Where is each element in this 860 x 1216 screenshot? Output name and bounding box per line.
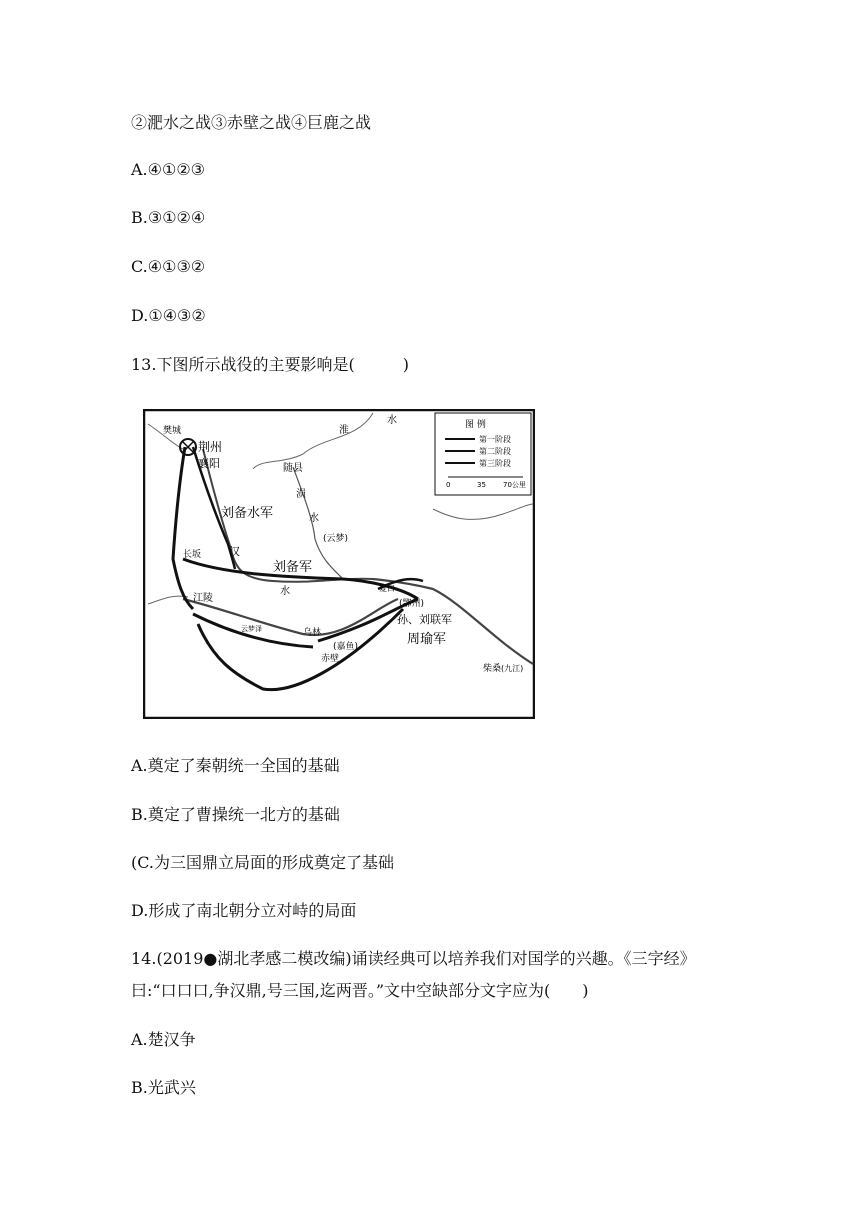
- label-jiayu: (嘉鱼): [333, 642, 359, 652]
- q12-option-b: B.③①②④: [131, 208, 206, 227]
- label-chibi: 赤壁: [321, 654, 340, 664]
- label-han: 汉: [229, 545, 240, 558]
- label-huai: 淮: [339, 425, 349, 436]
- legend-item-3: 第三阶段: [479, 459, 511, 468]
- label-shui-top: 水: [387, 415, 397, 426]
- label-changban: 长坂: [183, 550, 202, 560]
- scale-70: 70公里: [503, 481, 526, 489]
- scale-0: 0: [446, 481, 451, 489]
- q14-option-a: A.楚汉争: [131, 1030, 196, 1049]
- label-yun: 涢: [296, 489, 306, 500]
- q13-option-a: A.奠定了秦朝统一全国的基础: [131, 756, 340, 775]
- battle-map: [143, 409, 535, 719]
- label-fancheng: 樊城: [163, 426, 182, 436]
- scale-35: 35: [477, 481, 486, 489]
- label-xiakou: 夏口: [379, 584, 395, 593]
- label-shui-low: 水: [280, 586, 290, 597]
- label-xiangyang: 襄阳: [198, 457, 220, 470]
- q13-option-d: D.形成了南北朝分立对峙的局面: [131, 901, 357, 920]
- q14-option-b: B.光武兴: [131, 1078, 196, 1097]
- chibi-battle-map-svg: [143, 409, 535, 719]
- label-wulin: 乌林: [303, 628, 322, 638]
- q12-option-d: D.①④③②: [131, 306, 206, 325]
- legend-title: 图 例: [465, 420, 486, 430]
- label-shui-mid: 水: [309, 513, 319, 524]
- label-yunmeng: (云梦): [323, 534, 349, 544]
- label-liubei-navy: 刘备水军: [221, 506, 274, 521]
- label-liubei-army: 刘备军: [273, 560, 313, 575]
- q12-options-continued: ②淝水之战③赤壁之战④巨鹿之战: [131, 113, 372, 132]
- q13-option-b: B.奠定了曹操统一北方的基础: [131, 805, 340, 824]
- label-ezhou: (鄂州): [399, 599, 425, 609]
- label-chaisang: 柴桑: [483, 664, 502, 674]
- label-sunliu: 孙、刘联军: [397, 613, 452, 626]
- legend-item-2: 第二阶段: [479, 447, 511, 456]
- label-jingzhou: 荆州: [198, 440, 223, 454]
- label-zhouyu: 周瑜军: [407, 632, 447, 647]
- label-jiangling: 江陵: [193, 593, 213, 604]
- q14-stem-line-1: 14.(2019●湖北孝感二模改编)诵读经典可以培养我们对国学的兴趣。《三字经》: [131, 949, 696, 968]
- q12-option-a: A.④①②③: [131, 160, 206, 179]
- legend-item-1: 第一阶段: [479, 435, 511, 444]
- q13-option-c: (C.为三国鼎立局面的形成奠定了基础: [131, 853, 395, 872]
- q14-stem-line-2: 曰:“口口口,争汉鼎,号三国,迄两晋。”文中空缺部分文字应为( ): [131, 981, 589, 1000]
- label-suixian: 随县: [283, 463, 303, 474]
- q13-stem: 13.下图所示战役的主要影响是( ): [131, 355, 409, 374]
- q12-option-c: C.④①③②: [131, 257, 206, 276]
- label-yunmengze: 云梦泽: [241, 625, 262, 633]
- label-jiujiang: (九江): [501, 664, 524, 673]
